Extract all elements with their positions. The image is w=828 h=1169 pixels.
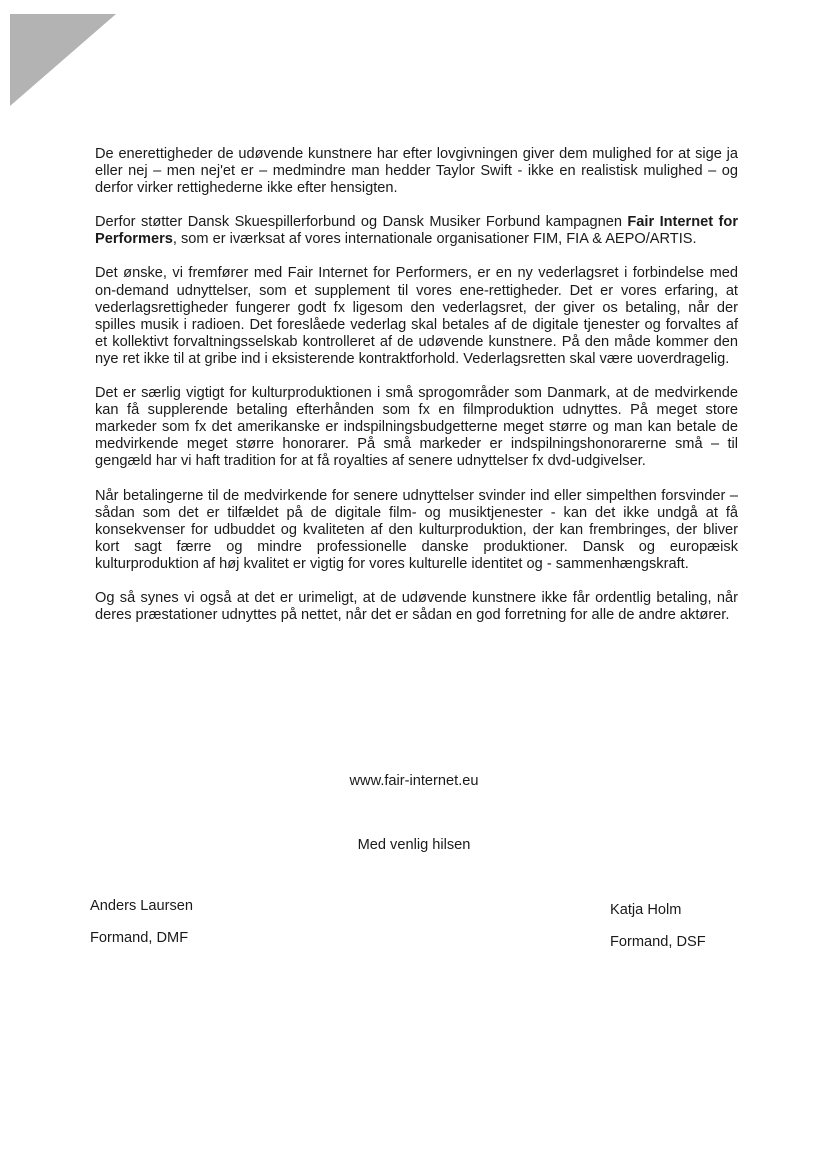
letter-body — [95, 146, 738, 641]
signer-left-name: Anders Laursen — [90, 898, 194, 914]
corner-triangle — [10, 14, 116, 106]
paragraph-4-text: Det er særlig vigtigt for kulturproduktionen i små sprogområder som Danmark, at de medvirkende kan få supplerende betaling efterhånden som fx en filmproduktion udnyttes. På meget store markeder som fx det amerikanske er indspilningsbudgetterne meget større og man kan betale de medvirkende meget større honorarer. På små markeder er indspilningshonorarerne små – til gengæld har vi haft tradition for at få royalties af senere udnyttelser fx dvd-udgivelser. — [95, 385, 738, 470]
signer-left-title: Formand, DMF — [90, 930, 189, 946]
paragraph-5 — [95, 488, 738, 573]
paragraph-2-text-start: Derfor støtter Dansk Skuespillerforbund og Dansk Musiker Forbund kampagnen — [95, 214, 628, 231]
signer-right — [610, 902, 706, 951]
paragraph-3-text: Det ønske, vi fremfører med Fair Internet for Performers, er en ny vederlagsret i forbindelse med on-demand udnyttelser, som et supplement til vores ene-rettigheder. Det er vores erfaring, at vederlagsrettigheder fungerer godt fx ligesom den vederlagsret, der giver os betaling, når der spilles musik i radioen. Det foreslåede vederlag skal betales af de digitale tjenester og forvaltes af et kollektivt forvaltningsselskab kontrolleret af de udøvende kunstnere. På den måde kommer den nye ret ikke til at gribe ind i eksisterende kontraktforhold. Vederlagsretten skal være uoverdragelig. — [95, 265, 738, 367]
signer-left — [90, 898, 193, 947]
paragraph-1-text: De enerettigheder de udøvende kunstnere har efter lovgivningen giver dem mulighed for at sige ja eller nej – men nej'et er – medmindre man hedder Taylor Swift - ikke en realistisk mulighed – og derfor virker rettighederne ikke efter hensigten. — [95, 146, 738, 197]
closing-greeting: Med venlig hilsen — [357, 837, 471, 853]
paragraph-6-text: Og så synes vi også at det er urimeligt, at de udøvende kunstnere ikke får ordentlig betaling, når deres præstationer udnyttes på nettet, når det er sådan en god forretning for alle de andre aktører. — [95, 589, 738, 624]
signer-right-title: Formand, DSF — [610, 934, 706, 950]
paragraph-2 — [95, 214, 738, 248]
paragraph-6 — [95, 590, 738, 624]
signer-right-name: Katja Holm — [610, 902, 682, 918]
folded-corner-mark — [0, 0, 130, 120]
paragraph-1 — [95, 146, 738, 197]
paragraph-5-text: Når betalingerne til de medvirkende for senere udnyttelser svinder ind eller simpelthen forsvinder – sådan som det er tilfældet på de digitale film- og musiktjenester - kan det ikke undgå at få konsekvenser for udbuddet og kvaliteten af den kulturproduktion, der kan frembringes, der bliver kort sagt færre og mindre professionelle danske produktioner. Dansk og europæisk kulturproduktion af høj kvalitet er vigtig for vores kulturelle identitet og - sammenhængskraft. — [95, 487, 738, 572]
paragraph-3 — [95, 265, 738, 368]
campaign-name: Fair Internet for Performers — [95, 214, 738, 248]
paragraph-4 — [95, 385, 738, 470]
paragraph-2-text-end: , som er iværksat af vores internationale organisationer FIM, FIA & AEPO/ARTIS. — [172, 231, 697, 248]
website-url: www.fair-internet.eu — [349, 773, 479, 789]
